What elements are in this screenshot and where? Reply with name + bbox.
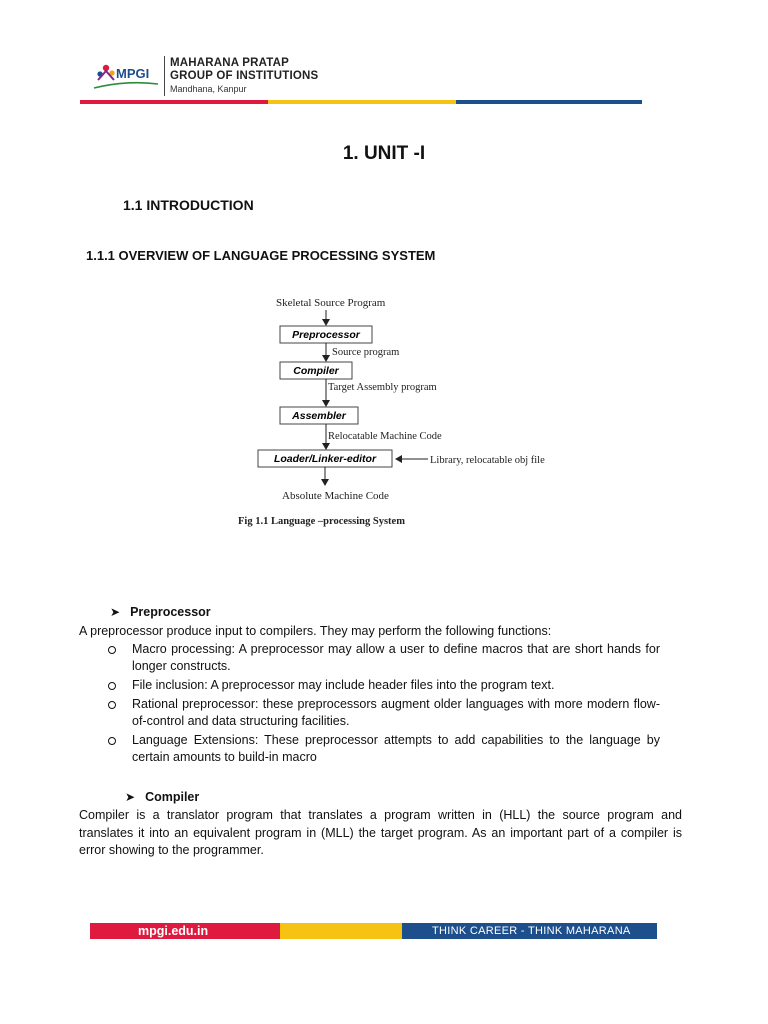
language-processing-figure [228, 292, 580, 532]
footer-bar-yellow [280, 923, 402, 939]
footer-website[interactable]: mpgi.edu.in [138, 924, 209, 938]
section-heading: 1.1 INTRODUCTION [123, 197, 254, 213]
header-bar-red [80, 100, 268, 104]
preprocessor-box-label: Preprocessor [292, 329, 360, 341]
edge-label-relocatable: Relocatable Machine Code [328, 431, 442, 442]
list-item: Language Extensions: These preprocessor attempts to add capabilities to the language by certain amounts to build-in macro [108, 732, 660, 766]
list-item: Rational preprocessor: these preprocessors augment older languages with more modern flow-of-control and data structuring facilities. [108, 696, 660, 730]
figure-top-label: Skeletal Source Program [276, 297, 386, 309]
preprocessor-functions-list [108, 641, 660, 768]
org-name [170, 57, 318, 83]
logo-text: MPGI [116, 66, 150, 81]
side-input-label: Library, relocatable obj file [430, 455, 545, 466]
header-bar-blue [456, 100, 642, 104]
preprocessor-heading-text: Preprocessor [130, 605, 211, 619]
page-title: 1. UNIT -I [342, 143, 426, 164]
mpgi-logo [92, 58, 160, 94]
compiler-paragraph: Compiler is a translator program that translates a program written in (HLL) the source program and translates it into an equivalent program in (MLL) the target program. As an important part of a compiler is error showing to the programmer. [79, 808, 682, 857]
header-divider [164, 56, 165, 96]
figure-caption: Fig 1.1 Language –processing System [238, 516, 405, 527]
compiler-heading [125, 790, 199, 804]
preprocessor-heading [110, 605, 211, 619]
org-location: Mandhana, Kanpur [170, 84, 247, 94]
list-item: File inclusion: A preprocessor may include header files into the program text. [108, 677, 660, 694]
org-name-line1: MAHARANA PRATAP [170, 57, 290, 69]
header-bar-yellow [268, 100, 456, 104]
footer-slogan: THINK CAREER - THINK MAHARANA [432, 925, 631, 937]
figure-bottom-label: Absolute Machine Code [282, 490, 389, 502]
arrow-bullet-icon: ➤ [125, 790, 136, 804]
subsection-heading: 1.1.1 OVERVIEW OF LANGUAGE PROCESSING SYSTEM [86, 248, 436, 263]
assembler-box-label: Assembler [292, 410, 346, 422]
arrow-bullet-icon: ➤ [110, 605, 121, 619]
preprocessor-intro: A preprocessor produce input to compilers. They may perform the following functions: [79, 624, 552, 638]
edge-label-source-program: Source program [332, 347, 400, 358]
org-name-line2: GROUP OF INSTITUTIONS [170, 70, 319, 82]
compiler-heading-text: Compiler [145, 790, 200, 804]
loader-box-label: Loader/Linker-editor [273, 453, 377, 465]
list-item: Macro processing: A preprocessor may allow a user to define macros that are short hands for longer constructs. [108, 641, 660, 675]
edge-label-target-assembly: Target Assembly program [328, 382, 437, 393]
compiler-box-label: Compiler [293, 365, 339, 377]
